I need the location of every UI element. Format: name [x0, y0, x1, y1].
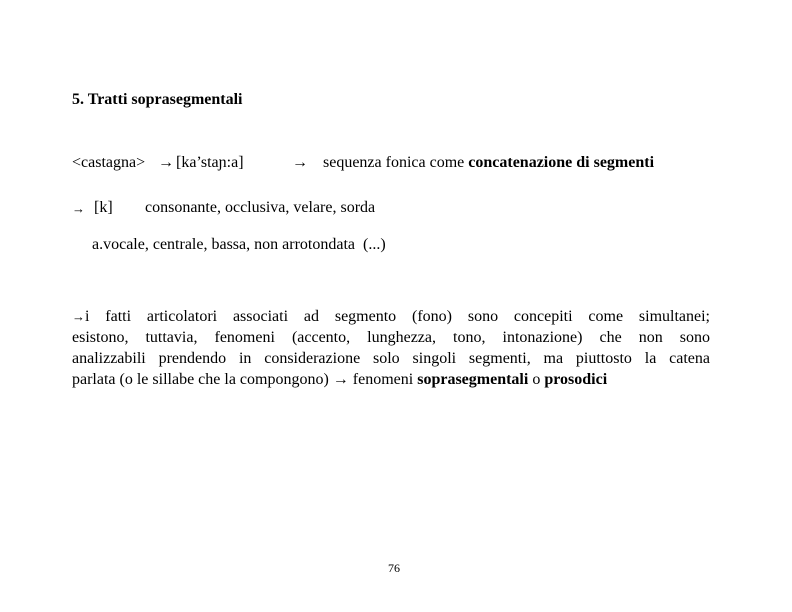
section-title: 5. Tratti soprasegmentali — [72, 91, 243, 108]
sound-features: consonante, occlusiva, velare, sorda — [145, 199, 376, 216]
paragraph-line: analizzabili prendendo in considerazione solo singoli segmenti, ma piuttosto la catena — [72, 350, 710, 367]
paragraph-line: esistono, tuttavia, fenomeni (accento, lunghezza, tono, intonazione) che non sono — [72, 329, 710, 346]
definition-text — [323, 154, 654, 172]
term-bold: soprasegmentali — [417, 371, 529, 388]
paragraph-text: o — [532, 371, 541, 388]
arrow-icon: → — [72, 201, 85, 216]
paragraph-text: parlata (o le sillabe che la compongono) → fenomeni — [72, 371, 414, 388]
page-number: 76 — [388, 561, 400, 575]
arrow-icon: → — [72, 309, 85, 324]
definition-plain: sequenza fonica come — [323, 154, 465, 171]
definition-bold: concatenazione di segmenti — [468, 154, 655, 171]
phonetic-transcription: [ka’staɲ:a] — [176, 154, 244, 171]
example-word: <castagna> — [72, 154, 146, 171]
arrow-icon: → — [292, 154, 308, 171]
paragraph-text: i fatti articolatori associati ad segmento (fono) sono concepiti come simultanei; — [85, 308, 710, 325]
paragraph-line — [72, 369, 710, 390]
paragraph-line — [72, 306, 710, 327]
sound-symbol: [k] — [94, 199, 113, 216]
vowel-features: a.vocale, centrale, bassa, non arrotondata (...) — [92, 236, 386, 253]
term-bold: prosodici — [544, 371, 608, 388]
arrow-icon: → — [158, 154, 174, 171]
paragraph — [72, 306, 710, 390]
